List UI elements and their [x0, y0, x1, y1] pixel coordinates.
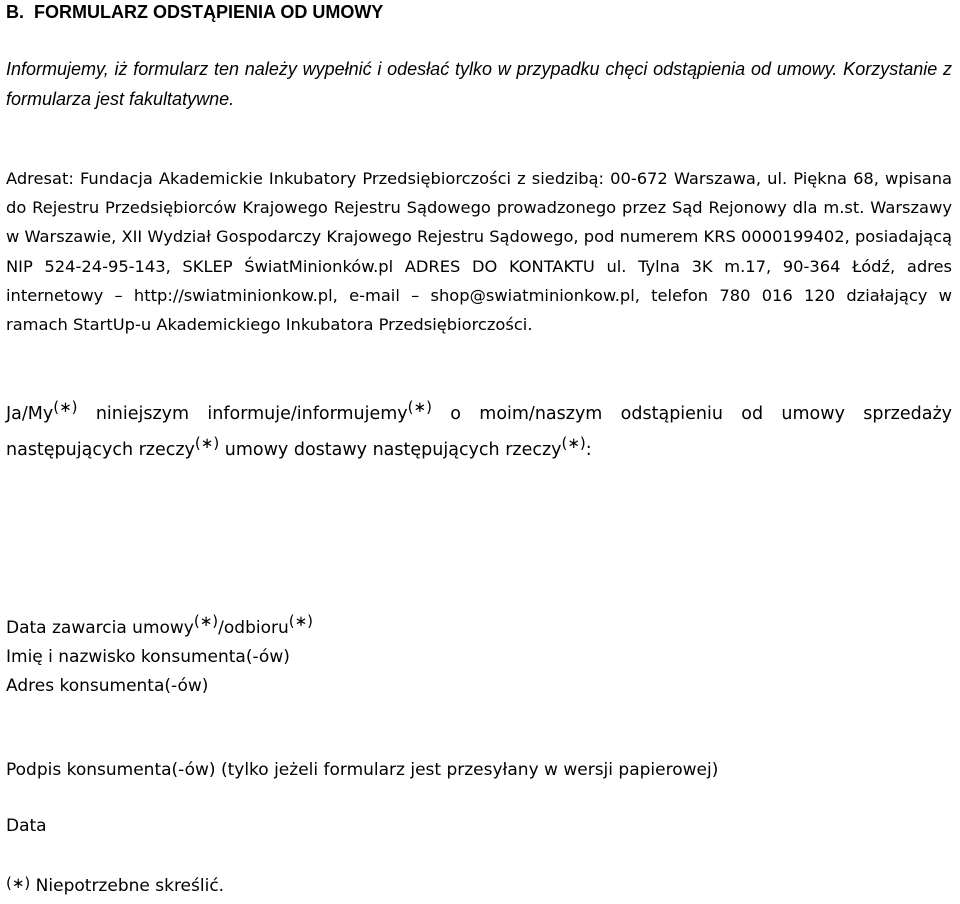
receipt-label: /odbioru [218, 618, 289, 638]
form-heading: B. FORMULARZ ODSTĄPIENIA OD UMOWY [6, 2, 384, 22]
asterisk-mark: (∗) [288, 612, 314, 630]
declaration-text-1: Ja/My [6, 404, 54, 424]
contract-date-field-label [6, 612, 314, 640]
declaration-paragraph [6, 396, 952, 468]
declaration-text-4: umowy dostawy następujących rzeczy [219, 440, 562, 460]
asterisk-mark: (∗) [6, 874, 31, 892]
contract-date-label: Data zawarcia umowy [6, 618, 194, 638]
asterisk-mark: (∗) [407, 398, 432, 416]
intro-paragraph: Informujemy, iż formularz ten należy wypełnić i odesłać tylko w przypadku chęci odstąpienia od umowy. Korzystanie z formularza jest fakultatywne. [6, 59, 952, 109]
asterisk-mark: (∗) [194, 434, 220, 452]
consumer-name-label: Imię i nazwisko konsumenta(-ów) [6, 647, 290, 667]
footnote-text: Niepotrzebne skreślić. [30, 876, 225, 896]
addressee-paragraph: Adresat: Fundacja Akademickie Inkubatory Przedsiębiorczości z siedzibą: 00-672 Warszawa, ul. Piękna 68, wpisana do Rejestru Przedsiębiorców Krajowego Rejestru Sądowego prowadzonego przez Sąd Rejonowy dla m.st. Warszawy w Warszawie, XII Wydział Gospodarczy Krajowego Rejestru Sądowego, pod numerem KRS 0000199402, posiadającą NIP 524-24-95-143, SKLEP ŚwiatMinionków.pl ADRES DO KONTAKTU ul. Tylna 3K m.17, 90-364 Łódź, adres internetowy – http://swiatminionkow.pl, e-mail – shop@swiatminionkow.pl, telefon 780 016 120 działający w ramach StartUp-u Akademickiego Inkubatora Przedsiębiorczości. [6, 169, 952, 335]
footnote [6, 874, 224, 898]
asterisk-mark: (∗) [193, 612, 219, 630]
consumer-signature-label: Podpis konsumenta(-ów) (tylko jeżeli formularz jest przesyłany w wersji papierowej) [6, 760, 719, 780]
declaration-text-5: : [585, 440, 592, 460]
asterisk-mark: (∗) [561, 434, 586, 452]
date-label: Data [6, 816, 47, 836]
declaration-text-3: o moim/naszym odstąpieniu od umowy sprzedaży następujących rzeczy [6, 404, 952, 460]
asterisk-mark: (∗) [53, 398, 78, 416]
declaration-text-2: niniejszym informuje/informujemy [77, 404, 408, 424]
consumer-address-label: Adres konsumenta(-ów) [6, 676, 209, 696]
